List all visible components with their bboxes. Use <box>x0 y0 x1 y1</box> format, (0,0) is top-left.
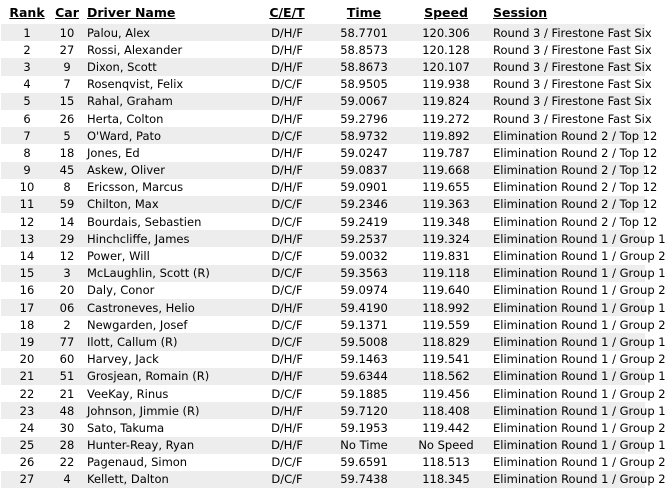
table-row <box>1 213 645 230</box>
driver-header: Driver Name <box>87 4 176 20</box>
car-cell: 51 <box>53 368 81 385</box>
rank-cell: 26 <box>1 454 53 471</box>
car-cell: 10 <box>53 24 81 41</box>
time-cell: 59.7120 <box>323 402 405 419</box>
cet-cell: D/H/F <box>251 93 323 110</box>
cet-cell: D/H/F <box>251 437 323 454</box>
cet-cell: D/H/F <box>251 41 323 58</box>
speed-cell: 120.306 <box>405 24 487 41</box>
time-header: Time <box>346 4 382 20</box>
session-cell: Elimination Round 1 / Group 2 <box>487 419 645 436</box>
cet-cell: D/C/F <box>251 471 323 488</box>
speed-cell: 119.324 <box>405 230 487 247</box>
time-cell: 59.7438 <box>323 471 405 488</box>
time-cell: 59.2346 <box>323 196 405 213</box>
table-row <box>1 402 645 419</box>
table-row <box>1 58 645 75</box>
table-row <box>1 127 645 144</box>
table-body <box>1 24 666 488</box>
session-cell: Elimination Round 2 / Top 12 <box>487 213 645 230</box>
session-cell: Round 3 / Firestone Fast Six <box>487 24 645 41</box>
rank-header: Rank <box>9 4 45 20</box>
table-row <box>1 419 645 436</box>
time-cell: 59.2537 <box>323 230 405 247</box>
time-cell: 59.1463 <box>323 351 405 368</box>
cet-cell: D/H/F <box>251 230 323 247</box>
table-row <box>1 351 645 368</box>
cet-cell: D/H/F <box>251 58 323 75</box>
time-cell: 59.6344 <box>323 368 405 385</box>
table-row <box>1 162 645 179</box>
session-cell: Elimination Round 1 / Group 1 <box>487 437 645 454</box>
table-row <box>1 76 645 93</box>
speed-cell: 120.107 <box>405 58 487 75</box>
table-row <box>1 385 645 402</box>
cet-cell: D/H/F <box>251 162 323 179</box>
speed-cell: 118.562 <box>405 368 487 385</box>
driver-cell: Pagenaud, Simon <box>81 454 251 471</box>
session-cell: Round 3 / Firestone Fast Six <box>487 110 645 127</box>
car-cell: 45 <box>53 162 81 179</box>
driver-cell: Newgarden, Josef <box>81 316 251 333</box>
speed-cell: 118.992 <box>405 299 487 316</box>
header-row <box>1 0 645 24</box>
speed-cell: 119.938 <box>405 76 487 93</box>
table-row <box>1 179 645 196</box>
driver-cell: Ericsson, Marcus <box>81 179 251 196</box>
rank-cell: 10 <box>1 179 53 196</box>
driver-cell: Hunter-Reay, Ryan <box>81 437 251 454</box>
driver-cell: Jones, Ed <box>81 144 251 161</box>
car-cell: 26 <box>53 110 81 127</box>
car-header: Car <box>55 4 79 20</box>
rank-cell: 12 <box>1 213 53 230</box>
car-cell: 06 <box>53 299 81 316</box>
speed-cell: 119.668 <box>405 162 487 179</box>
time-cell: 59.5008 <box>323 333 405 350</box>
speed-cell: 118.829 <box>405 333 487 350</box>
speed-cell: 118.513 <box>405 454 487 471</box>
driver-cell: Dixon, Scott <box>81 58 251 75</box>
session-cell: Elimination Round 1 / Group 1 <box>487 368 645 385</box>
driver-cell: Palou, Alex <box>81 24 251 41</box>
driver-cell: Harvey, Jack <box>81 351 251 368</box>
time-cell: 58.7701 <box>323 24 405 41</box>
table-row <box>1 265 645 282</box>
car-cell: 3 <box>53 265 81 282</box>
cet-cell: D/H/F <box>251 24 323 41</box>
session-cell: Elimination Round 1 / Group 2 <box>487 385 645 402</box>
cet-cell: D/H/F <box>251 368 323 385</box>
cet-cell: D/C/F <box>251 213 323 230</box>
cet-cell: D/H/F <box>251 351 323 368</box>
time-cell: 59.6591 <box>323 454 405 471</box>
session-cell: Elimination Round 1 / Group 1 <box>487 299 645 316</box>
speed-cell: 119.655 <box>405 179 487 196</box>
cet-cell: D/C/F <box>251 265 323 282</box>
speed-cell: 119.824 <box>405 93 487 110</box>
time-cell: 59.1371 <box>323 316 405 333</box>
rank-cell: 11 <box>1 196 53 213</box>
session-cell: Elimination Round 1 / Group 2 <box>487 454 645 471</box>
rank-cell: 7 <box>1 127 53 144</box>
time-cell: 58.8573 <box>323 41 405 58</box>
cet-cell: D/H/F <box>251 419 323 436</box>
time-cell: 59.0067 <box>323 93 405 110</box>
table-row <box>1 196 645 213</box>
time-cell: 59.0032 <box>323 247 405 264</box>
table-row <box>1 247 645 264</box>
table-row <box>1 110 645 127</box>
rank-cell: 9 <box>1 162 53 179</box>
session-cell: Elimination Round 2 / Top 12 <box>487 144 645 161</box>
session-cell: Elimination Round 1 / Group 1 <box>487 265 645 282</box>
car-cell: 14 <box>53 213 81 230</box>
speed-header: Speed <box>424 4 468 20</box>
rank-cell: 27 <box>1 471 53 488</box>
rank-cell: 18 <box>1 316 53 333</box>
speed-cell: 118.345 <box>405 471 487 488</box>
rank-cell: 14 <box>1 247 53 264</box>
car-cell: 48 <box>53 402 81 419</box>
time-cell: 59.0837 <box>323 162 405 179</box>
speed-cell: No Speed <box>405 437 487 454</box>
qualifying-results-table <box>1 0 666 488</box>
session-header: Session <box>493 4 548 20</box>
rank-cell: 22 <box>1 385 53 402</box>
driver-cell: Johnson, Jimmie (R) <box>81 402 251 419</box>
driver-cell: Castroneves, Helio <box>81 299 251 316</box>
cet-cell: D/C/F <box>251 76 323 93</box>
time-cell: 58.8673 <box>323 58 405 75</box>
rank-cell: 1 <box>1 24 53 41</box>
car-cell: 2 <box>53 316 81 333</box>
driver-cell: Rahal, Graham <box>81 93 251 110</box>
car-cell: 21 <box>53 385 81 402</box>
rank-cell: 20 <box>1 351 53 368</box>
speed-cell: 119.892 <box>405 127 487 144</box>
cet-cell: D/H/F <box>251 179 323 196</box>
cet-cell: D/C/F <box>251 196 323 213</box>
car-cell: 5 <box>53 127 81 144</box>
car-cell: 7 <box>53 76 81 93</box>
driver-cell: Daly, Conor <box>81 282 251 299</box>
driver-cell: Power, Will <box>81 247 251 264</box>
speed-cell: 120.128 <box>405 41 487 58</box>
table-row <box>1 24 645 41</box>
speed-cell: 119.272 <box>405 110 487 127</box>
session-cell: Elimination Round 1 / Group 1 <box>487 230 645 247</box>
speed-cell: 119.442 <box>405 419 487 436</box>
car-cell: 15 <box>53 93 81 110</box>
table-row <box>1 230 645 247</box>
table-row <box>1 333 645 350</box>
session-cell: Elimination Round 1 / Group 2 <box>487 247 645 264</box>
driver-cell: McLaughlin, Scott (R) <box>81 265 251 282</box>
time-cell: 59.0974 <box>323 282 405 299</box>
car-cell: 12 <box>53 247 81 264</box>
time-cell: 59.1885 <box>323 385 405 402</box>
cet-cell: D/H/F <box>251 402 323 419</box>
rank-cell: 19 <box>1 333 53 350</box>
cet-cell: D/C/F <box>251 385 323 402</box>
rank-cell: 21 <box>1 368 53 385</box>
rank-cell: 4 <box>1 76 53 93</box>
rank-cell: 16 <box>1 282 53 299</box>
cet-cell: D/C/F <box>251 316 323 333</box>
session-cell: Elimination Round 1 / Group 1 <box>487 402 645 419</box>
session-cell: Elimination Round 1 / Group 2 <box>487 351 645 368</box>
session-cell: Elimination Round 1 / Group 1 <box>487 333 645 350</box>
cet-cell: D/C/F <box>251 282 323 299</box>
speed-cell: 119.831 <box>405 247 487 264</box>
speed-cell: 119.787 <box>405 144 487 161</box>
driver-cell: O'Ward, Pato <box>81 127 251 144</box>
session-cell: Round 3 / Firestone Fast Six <box>487 41 645 58</box>
table-row <box>1 437 645 454</box>
driver-cell: Askew, Oliver <box>81 162 251 179</box>
car-cell: 20 <box>53 282 81 299</box>
time-cell: 59.0247 <box>323 144 405 161</box>
driver-cell: Herta, Colton <box>81 110 251 127</box>
rank-cell: 3 <box>1 58 53 75</box>
speed-cell: 119.559 <box>405 316 487 333</box>
table-row <box>1 471 645 488</box>
rank-cell: 24 <box>1 419 53 436</box>
rank-cell: 25 <box>1 437 53 454</box>
car-cell: 30 <box>53 419 81 436</box>
car-cell: 60 <box>53 351 81 368</box>
session-cell: Elimination Round 2 / Top 12 <box>487 179 645 196</box>
session-cell: Elimination Round 2 / Top 12 <box>487 196 645 213</box>
car-cell: 77 <box>53 333 81 350</box>
car-cell: 9 <box>53 58 81 75</box>
rank-cell: 13 <box>1 230 53 247</box>
session-cell: Round 3 / Firestone Fast Six <box>487 76 645 93</box>
rank-cell: 5 <box>1 93 53 110</box>
cet-cell: D/C/F <box>251 333 323 350</box>
table-row <box>1 144 645 161</box>
time-cell: 58.9505 <box>323 76 405 93</box>
driver-cell: Rossi, Alexander <box>81 41 251 58</box>
table-row <box>1 282 645 299</box>
table-row <box>1 93 645 110</box>
time-cell: 59.4190 <box>323 299 405 316</box>
session-cell: Elimination Round 1 / Group 2 <box>487 471 645 488</box>
cet-cell: D/H/F <box>251 110 323 127</box>
rank-cell: 23 <box>1 402 53 419</box>
car-cell: 8 <box>53 179 81 196</box>
rank-cell: 6 <box>1 110 53 127</box>
time-cell: 59.2796 <box>323 110 405 127</box>
driver-cell: Chilton, Max <box>81 196 251 213</box>
time-cell: 58.9732 <box>323 127 405 144</box>
cet-header: C/E/T <box>269 4 305 20</box>
rank-cell: 8 <box>1 144 53 161</box>
session-cell: Elimination Round 2 / Top 12 <box>487 127 645 144</box>
rank-cell: 17 <box>1 299 53 316</box>
driver-cell: Hinchcliffe, James <box>81 230 251 247</box>
session-cell: Elimination Round 1 / Group 2 <box>487 316 645 333</box>
car-cell: 28 <box>53 437 81 454</box>
driver-cell: Grosjean, Romain (R) <box>81 368 251 385</box>
speed-cell: 119.456 <box>405 385 487 402</box>
cet-cell: D/C/F <box>251 127 323 144</box>
speed-cell: 119.118 <box>405 265 487 282</box>
driver-cell: VeeKay, Rinus <box>81 385 251 402</box>
time-cell: 59.0901 <box>323 179 405 196</box>
car-cell: 18 <box>53 144 81 161</box>
time-cell: No Time <box>323 437 405 454</box>
speed-cell: 118.408 <box>405 402 487 419</box>
session-cell: Round 3 / Firestone Fast Six <box>487 58 645 75</box>
cet-cell: D/H/F <box>251 299 323 316</box>
table-row <box>1 368 645 385</box>
driver-cell: Ilott, Callum (R) <box>81 333 251 350</box>
car-cell: 22 <box>53 454 81 471</box>
car-cell: 27 <box>53 41 81 58</box>
speed-cell: 119.363 <box>405 196 487 213</box>
car-cell: 29 <box>53 230 81 247</box>
rank-cell: 15 <box>1 265 53 282</box>
driver-cell: Sato, Takuma <box>81 419 251 436</box>
car-cell: 59 <box>53 196 81 213</box>
time-cell: 59.3563 <box>323 265 405 282</box>
cet-cell: D/C/F <box>251 454 323 471</box>
driver-cell: Rosenqvist, Felix <box>81 76 251 93</box>
table-row <box>1 41 645 58</box>
driver-cell: Bourdais, Sebastien <box>81 213 251 230</box>
car-cell: 4 <box>53 471 81 488</box>
cet-cell: D/C/F <box>251 247 323 264</box>
time-cell: 59.1953 <box>323 419 405 436</box>
table-row <box>1 454 645 471</box>
rank-cell: 2 <box>1 41 53 58</box>
speed-cell: 119.541 <box>405 351 487 368</box>
cet-cell: D/H/F <box>251 144 323 161</box>
table-row <box>1 316 645 333</box>
speed-cell: 119.348 <box>405 213 487 230</box>
table-row <box>1 299 645 316</box>
speed-cell: 119.640 <box>405 282 487 299</box>
driver-cell: Kellett, Dalton <box>81 471 251 488</box>
session-cell: Round 3 / Firestone Fast Six <box>487 93 645 110</box>
time-cell: 59.2419 <box>323 213 405 230</box>
session-cell: Elimination Round 2 / Top 12 <box>487 162 645 179</box>
session-cell: Elimination Round 1 / Group 2 <box>487 282 645 299</box>
